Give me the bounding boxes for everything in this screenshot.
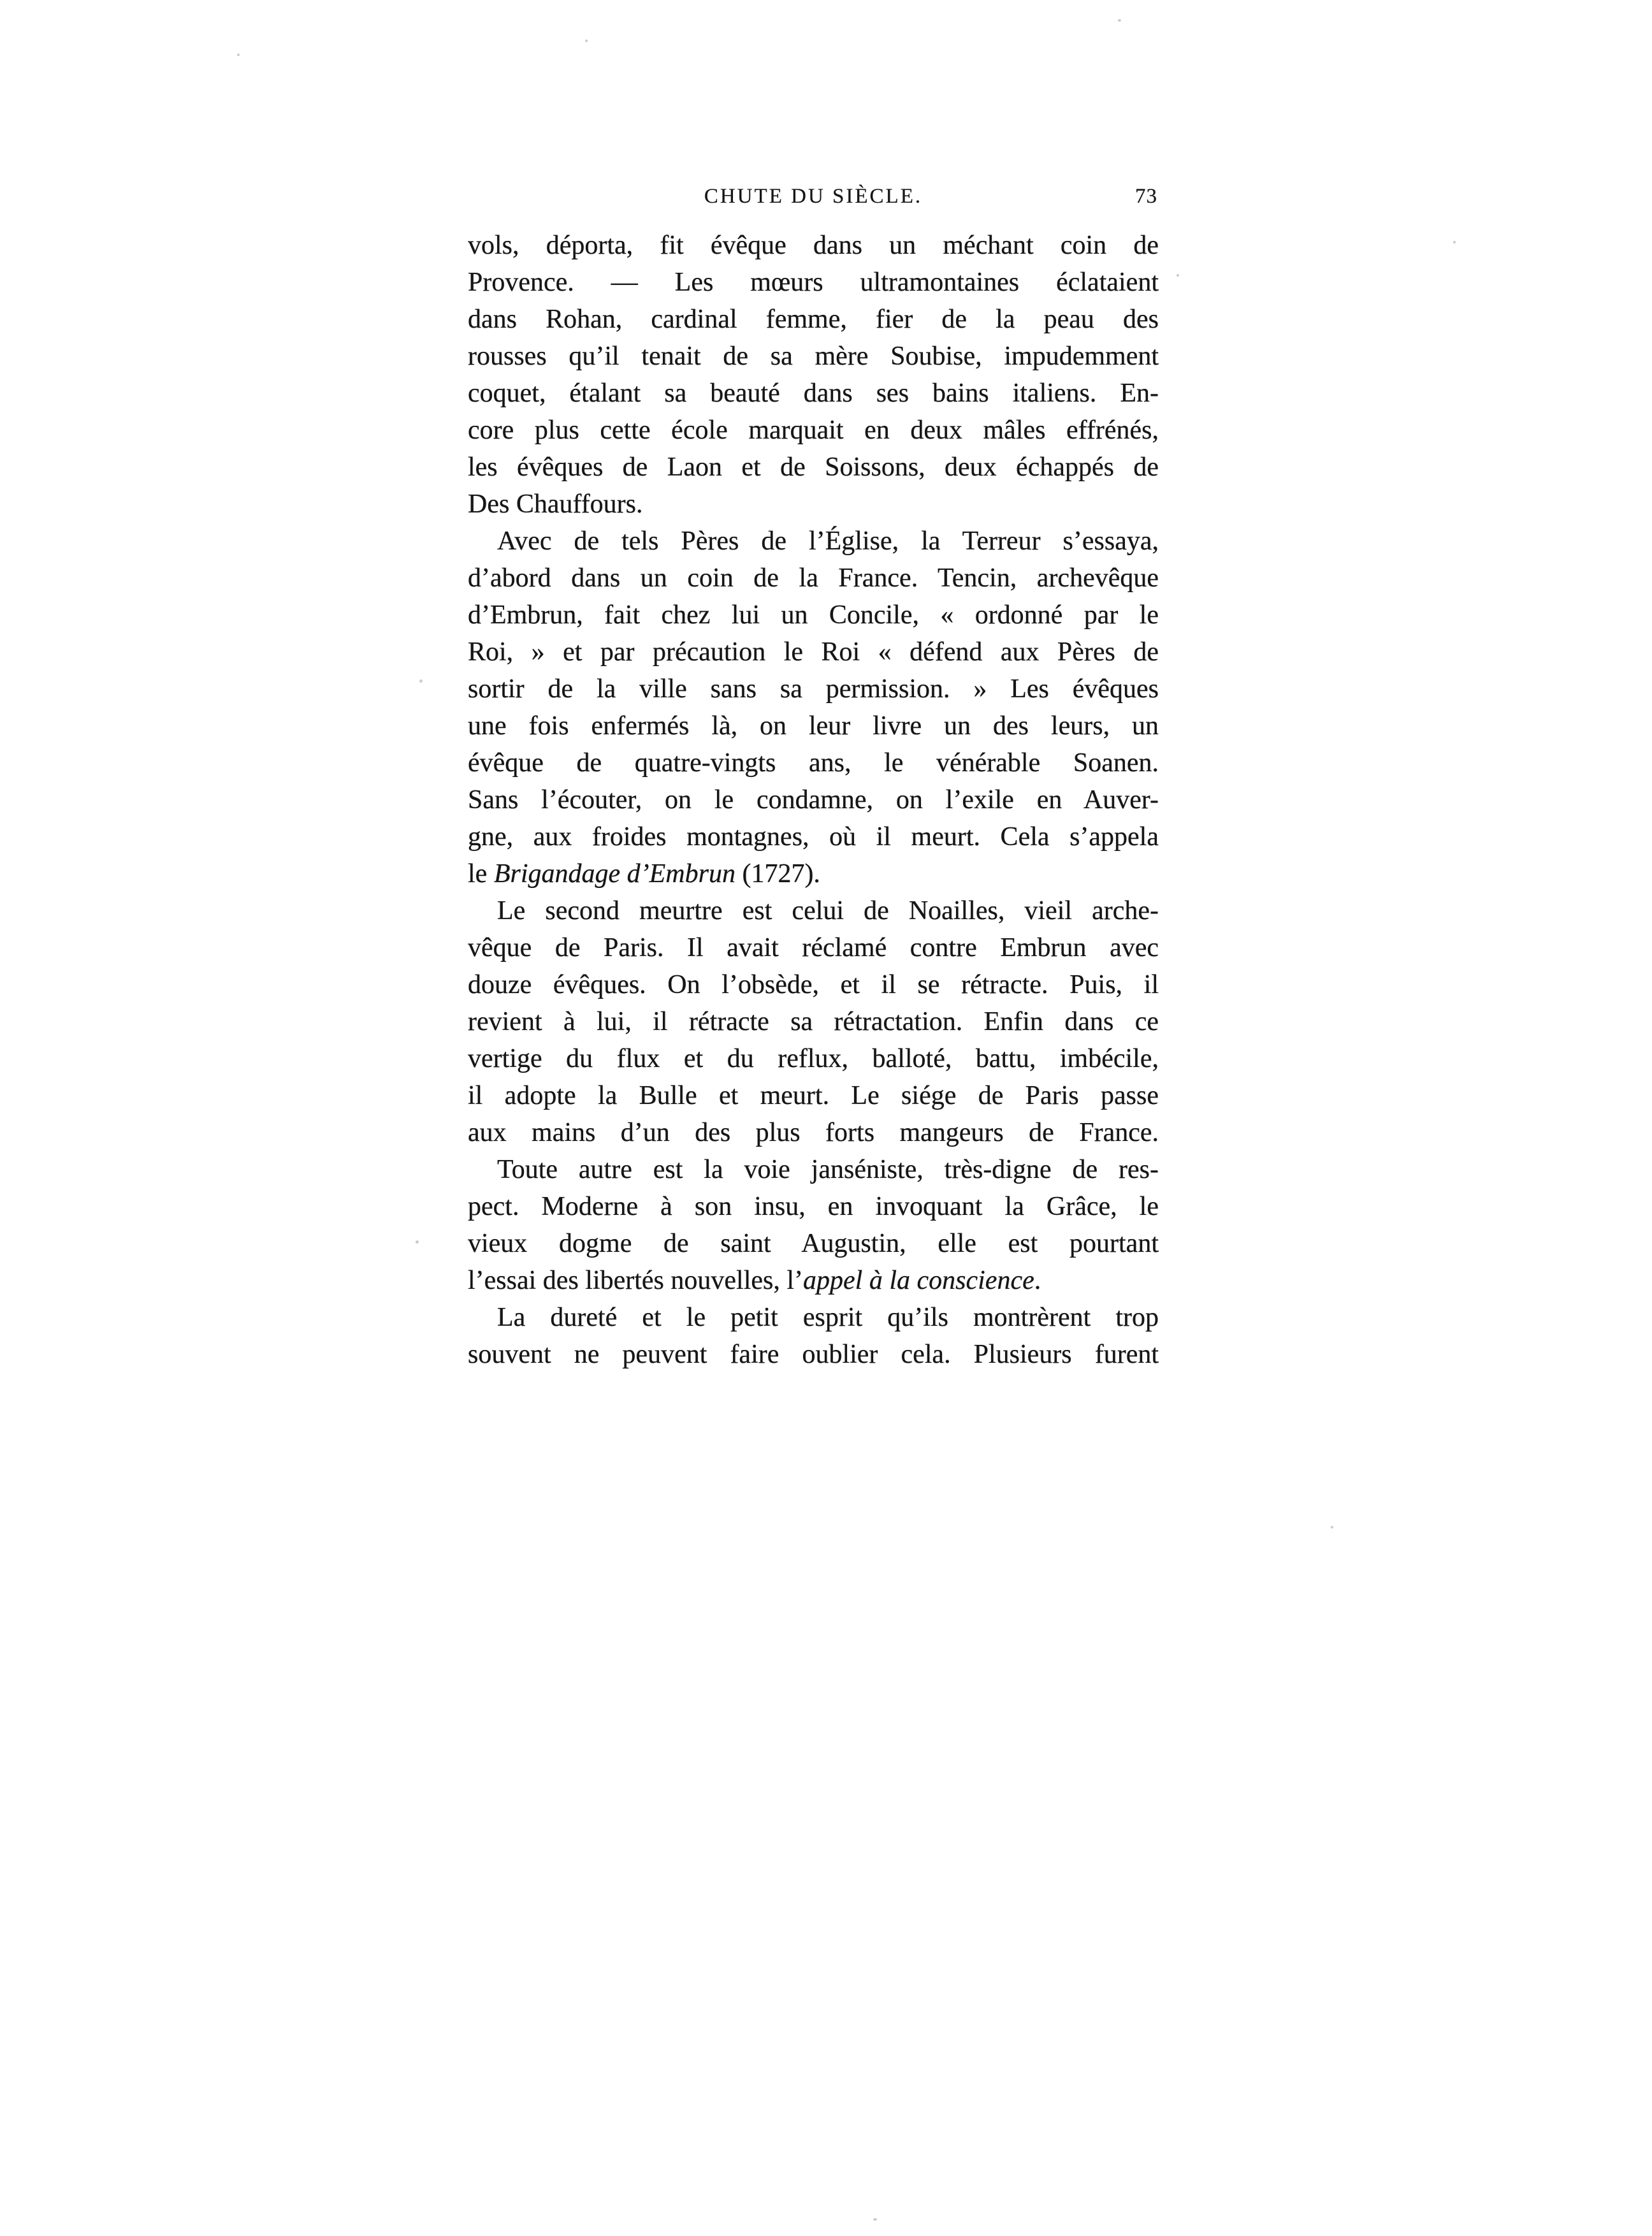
scan-speck [1453, 241, 1456, 243]
text-line: évêque de quatre-vingts ans, le vénérable Soanen. [468, 748, 1159, 778]
text-line: les évêques de Laon et de Soissons, deux échappés de [468, 453, 1159, 482]
text-line: Roi, » et par précaution le Roi « défend aux Pères de [468, 637, 1159, 667]
text-line: Le second meurtre est celui de Noailles, vieil arche- [497, 896, 1159, 926]
scan-speck [419, 679, 423, 683]
text-line: douze évêques. On l’obsède, et il se rétracte. Puis, il [468, 970, 1159, 999]
text-line: l’essai des libertés nouvelles, l’appel à la conscience. [468, 1266, 1041, 1295]
text-line: vols, déporta, fit évêque dans un méchant coin de [468, 231, 1159, 260]
scan-speck [237, 54, 240, 56]
paragraph [468, 1151, 1159, 1299]
text-line: Provence. — Les mœurs ultramontaines éclataient [468, 268, 1159, 297]
text-line: il adopte la Bulle et meurt. Le siége de Paris passe [468, 1081, 1159, 1110]
text-line: coquet, étalant sa beauté dans ses bains italiens. En- [468, 379, 1159, 408]
text-line: souvent ne peuvent faire oublier cela. Plusieurs furent [468, 1340, 1159, 1369]
paragraph [468, 227, 1159, 523]
text-line: dans Rohan, cardinal femme, fier de la peau des [468, 305, 1159, 334]
scan-speck [416, 1240, 419, 1244]
scan-speck [585, 40, 588, 42]
text-column [468, 227, 1159, 1373]
scan-speck [1331, 1526, 1333, 1528]
scan-speck [873, 2218, 877, 2221]
scan-speck [1177, 274, 1179, 277]
text-line: Toute autre est la voie janséniste, très-digne de res- [497, 1155, 1159, 1184]
text-line: La dureté et le petit esprit qu’ils montrèrent trop [497, 1303, 1159, 1332]
page-number: 73 [1135, 185, 1157, 208]
text-line: Des Chauffours. [468, 490, 643, 519]
paragraph [468, 892, 1159, 1151]
text-line: Avec de tels Pères de l’Église, la Terreur s’essaya, [497, 526, 1159, 556]
text-line: Sans l’écouter, on le condamne, on l’exile en Auver- [468, 785, 1159, 815]
text-line: revient à lui, il rétracte sa rétractation. Enfin dans ce [468, 1007, 1159, 1036]
text-line: core plus cette école marquait en deux mâles effrénés, [468, 416, 1159, 445]
text-line: sortir de la ville sans sa permission. » Les évêques [468, 674, 1159, 704]
text-line: vertige du flux et du reflux, balloté, battu, imbécile, [468, 1044, 1159, 1073]
header-title: CHUTE DU SIÈCLE. [704, 185, 923, 208]
paragraph [468, 523, 1159, 892]
text-line: aux mains d’un des plus forts mangeurs de France. [468, 1118, 1159, 1147]
running-header [468, 181, 1159, 212]
text-line: le Brigandage d’Embrun (1727). [468, 859, 820, 889]
text-line: pect. Moderne à son insu, en invoquant la Grâce, le [468, 1192, 1159, 1221]
text-line: rousses qu’il tenait de sa mère Soubise, impudemment [468, 342, 1159, 371]
text-line: vieux dogme de saint Augustin, elle est pourtant [468, 1229, 1159, 1258]
text-line: vêque de Paris. Il avait réclamé contre Embrun avec [468, 933, 1159, 962]
text-line: gne, aux froides montagnes, où il meurt. Cela s’appela [468, 822, 1159, 852]
text-line: d’abord dans un coin de la France. Tencin, archevêque [468, 563, 1159, 593]
text-line: d’Embrun, fait chez lui un Concile, « ordonné par le [468, 600, 1159, 630]
scan-speck [1118, 19, 1121, 22]
paragraph [468, 1299, 1159, 1373]
text-line: une fois enfermés là, on leur livre un des leurs, un [468, 711, 1159, 741]
